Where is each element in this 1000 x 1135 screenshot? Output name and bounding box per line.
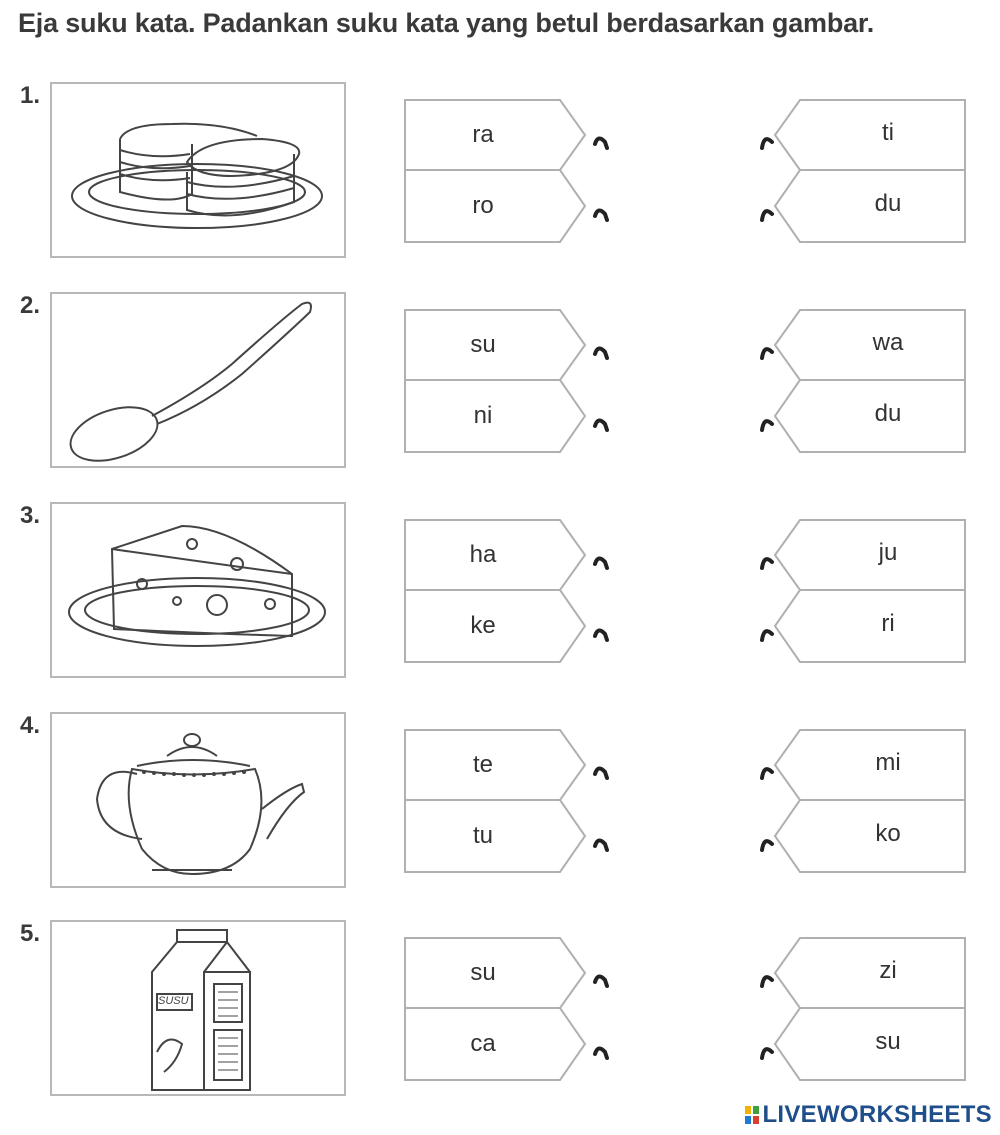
syllable-tile-left[interactable]: te — [472, 751, 493, 778]
instruction-heading: Eja suku kata. Padankan suku kata yang betul berdasarkan gambar. — [18, 8, 875, 38]
syllable-tile-left[interactable]: ro — [472, 192, 494, 219]
syllable-tile-right[interactable]: ti — [882, 119, 894, 146]
syllable-tags — [0, 502, 1000, 682]
item-number: 3. — [20, 502, 41, 529]
syllable-tags — [0, 292, 1000, 472]
syllable-tile-left[interactable]: ha — [469, 541, 497, 568]
item-number: 5. — [20, 920, 41, 947]
syllable-tile-right[interactable]: mi — [875, 749, 901, 776]
syllable-tile-left[interactable]: su — [470, 331, 496, 358]
brand-name: LIVEWORKSHEETS — [762, 1101, 992, 1128]
exercise-row — [0, 920, 1000, 1100]
exercise-row — [0, 292, 1000, 472]
exercise-row — [0, 712, 1000, 892]
syllable-tile-right[interactable]: du — [874, 400, 902, 427]
syllable-tags — [0, 712, 1000, 892]
item-number: 1. — [20, 82, 41, 109]
syllable-tile-left[interactable]: ni — [473, 402, 493, 429]
liveworksheets-logo[interactable] — [745, 1101, 992, 1129]
milk-carton-label: SUSU — [158, 995, 189, 1007]
syllable-tags — [0, 920, 1000, 1100]
item-number: 2. — [20, 292, 41, 319]
item-number: 4. — [20, 712, 41, 739]
liveworksheets-logo-icon — [745, 1106, 759, 1124]
syllable-tile-left[interactable]: ke — [470, 612, 496, 639]
syllable-tags — [0, 82, 1000, 262]
syllable-tile-left[interactable]: su — [470, 959, 496, 986]
syllable-tile-right[interactable]: zi — [879, 957, 897, 984]
syllable-tile-right[interactable]: ri — [881, 610, 895, 637]
syllable-tile-left[interactable]: ra — [472, 121, 494, 148]
syllable-tile-left[interactable]: ca — [470, 1030, 496, 1057]
syllable-tile-right[interactable]: du — [874, 190, 902, 217]
syllable-tile-right[interactable]: su — [875, 1028, 901, 1055]
syllable-tile-right[interactable]: ko — [875, 820, 901, 847]
syllable-tile-right[interactable]: wa — [872, 329, 904, 356]
exercise-row — [0, 82, 1000, 262]
syllable-tile-right[interactable]: ju — [878, 539, 898, 566]
syllable-tile-left[interactable]: tu — [472, 822, 493, 849]
exercise-row — [0, 502, 1000, 682]
